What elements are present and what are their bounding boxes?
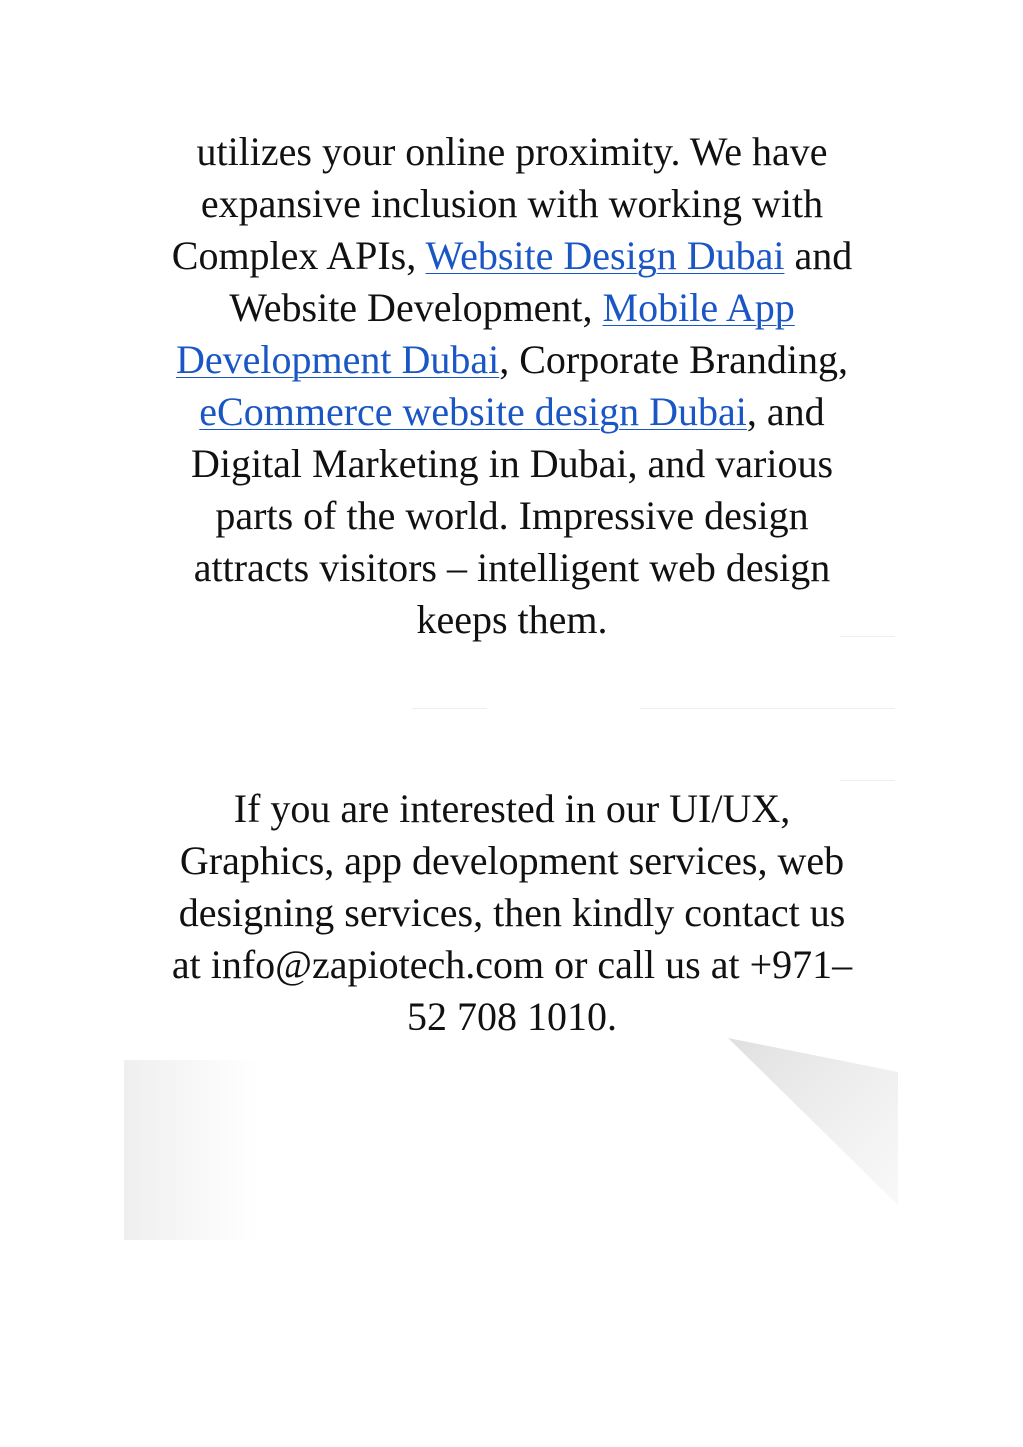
- text-line: 52 708 1010.: [407, 994, 617, 1039]
- text-line: at info@zapiotech.com or call us at +971–: [171, 942, 853, 987]
- paragraph-services: [112, 126, 912, 646]
- text-segment: Website Development,: [229, 285, 603, 330]
- text-line: [112, 282, 912, 334]
- background-shade-right: [720, 1030, 910, 1215]
- ecommerce-website-design-dubai-link[interactable]: eCommerce website design Dubai: [199, 389, 747, 434]
- text-line: expansive inclusion with working with: [200, 181, 824, 226]
- text-line: utilizes your online proximity. We have: [196, 129, 828, 174]
- text-segment: , and: [746, 389, 825, 434]
- text-line: [112, 230, 912, 282]
- text-line: Graphics, app development services, web: [179, 838, 845, 883]
- text-line: designing services, then kindly contact us: [178, 890, 846, 935]
- faint-line: [640, 708, 895, 709]
- text-line: Digital Marketing in Dubai, and various: [190, 441, 834, 486]
- website-design-dubai-link[interactable]: Website Design Dubai: [425, 233, 785, 278]
- text-line: [112, 334, 912, 386]
- text-line: keeps them.: [416, 597, 608, 642]
- faint-line: [412, 708, 487, 709]
- text-line: [112, 386, 912, 438]
- faint-line: [840, 780, 895, 781]
- text-line: attracts visitors – intelligent web design: [193, 545, 831, 590]
- text-line: If you are interested in our UI/UX,: [233, 786, 791, 831]
- background-shade-left: [124, 1060, 259, 1240]
- text-segment: , Corporate Branding,: [499, 337, 849, 382]
- text-line: parts of the world. Impressive design: [215, 493, 809, 538]
- paragraph-contact: [112, 783, 912, 1043]
- text-segment: and: [784, 233, 853, 278]
- mobile-app-development-dubai-link[interactable]: Development Dubai: [175, 337, 500, 382]
- text-segment: Complex APIs,: [171, 233, 426, 278]
- mobile-app-development-dubai-link[interactable]: Mobile App: [602, 285, 795, 330]
